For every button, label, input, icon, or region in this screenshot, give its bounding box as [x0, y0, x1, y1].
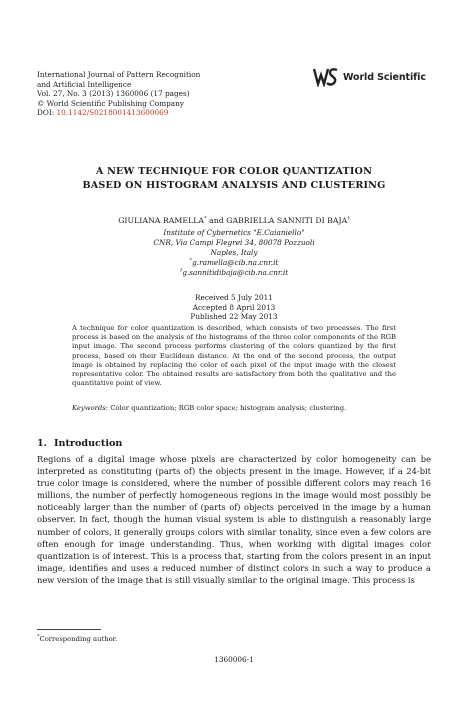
author-conjunction: and: [209, 216, 224, 225]
publication-dates: [30, 293, 438, 322]
author-mark: *: [204, 215, 207, 222]
affiliation-line: Naples, Italy: [210, 248, 258, 257]
affiliation-line: Institute of Cybernetics "E.Caianiello": [163, 228, 305, 237]
email-line: [30, 268, 438, 278]
page-number: 1360006-1: [214, 655, 254, 664]
publisher-logo: [313, 67, 426, 87]
keywords: [72, 404, 396, 413]
title-line2: BASED ON HISTOGRAM ANALYSIS AND CLUSTERING: [82, 179, 386, 191]
affiliation: [30, 228, 438, 278]
footnote-text: Corresponding author.: [39, 635, 118, 643]
footnote: [37, 635, 117, 643]
journal-doi: [37, 108, 200, 118]
title-line1: A NEW TECHNIQUE FOR COLOR QUANTIZATION: [95, 166, 373, 177]
publisher-name: World Scientific: [343, 71, 426, 83]
journal-header: [37, 70, 200, 118]
doi-link[interactable]: 10.1142/S0218001413600069: [56, 108, 169, 118]
journal-copyright: © World Scientific Publishing Company: [37, 98, 184, 108]
received-date: Received 5 July 2011: [195, 293, 273, 302]
author-email[interactable]: g.ramella@cib.na.cnr.it: [192, 258, 279, 267]
journal-volume: Vol. 27, No. 3 (2013) 1360006 (17 pages): [37, 89, 190, 99]
authors: [30, 216, 438, 226]
journal-name-line1: International Journal of Pattern Recognition: [37, 70, 201, 79]
doi-label: DOI:: [37, 108, 55, 118]
author-name: GABRIELLA SANNITI DI BAJA: [226, 216, 348, 225]
paper-title: [30, 165, 438, 192]
author-name: GIULIANA RAMELLA: [118, 216, 205, 225]
footnote-divider: [37, 629, 101, 630]
affiliation-line: CNR, Via Campi Flegrei 34, 80078 Pozzuoli: [153, 238, 315, 247]
published-date: Published 22 May 2013: [190, 312, 278, 322]
email-mark: *: [189, 257, 193, 264]
section-title: Introduction: [54, 438, 123, 449]
section-body: Regions of a digital image whose pixels are characterized by color homogeneity can be interpreted as constituting (parts of) the objects present in the image. However, if a 24-bit true color image is considered, where the number of possible different colors may reach 16 millions, the number of perfectly homogeneous regions in the image would most possibly be noticeably larger than the number of (parts of) objects perceived in the image by a human observer. In fact, though the human visual system is able to distinguish a reasonably large number of colors, it generally groups colors with similar tonality, since even a few colors are often enough for image understanding. Thus, when working with digital images color quantization is of interest. This is a process that, starting from the colors present in an input image, identifies and uses a reduced number of distinct colors in such a way to produce a new version of the image that is still visually similar to the original image. This process is: [37, 454, 431, 585]
author-mark: †: [347, 215, 350, 222]
keywords-list: : Color quantization; RGB color space; histogram analysis; clustering.: [105, 404, 347, 412]
email-mark: †: [179, 267, 183, 274]
world-scientific-logo-icon: [313, 67, 341, 87]
accepted-date: Accepted 8 April 2013: [192, 302, 276, 312]
keywords-label: Keywords: [72, 404, 106, 412]
author-email[interactable]: g.sannitidibaja@cib.na.cnr.it: [182, 268, 289, 277]
email-line: [30, 258, 438, 268]
section-heading: [37, 438, 122, 449]
footnote-mark: *: [37, 633, 40, 640]
journal-name-line2: and Artificial Intelligence: [37, 79, 132, 89]
abstract: A technique for color quantization is described, which consists of two processes. The first process is based on the analysis of the histograms of the three color components of the RGB input image. The second process performs clustering of the colors quantized by the first process, based on their Euclidean distance. At the end of the second process, the output image is obtained by replacing the color of each pixel of the input image with the closest representative color. The obtained results are satisfactory from both the qualitative and the quantitative point of view.: [72, 324, 396, 388]
section-number: 1.: [37, 438, 48, 449]
